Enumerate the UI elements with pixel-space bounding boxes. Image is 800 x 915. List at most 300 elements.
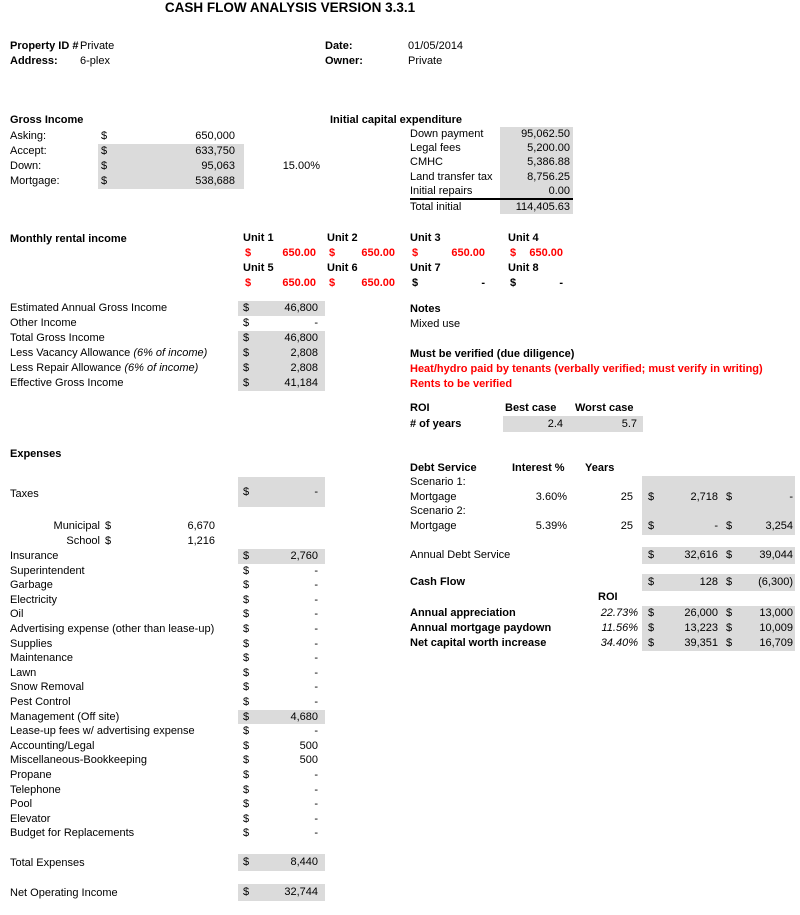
cell-value: 500 [299, 739, 318, 752]
currency-sign: $ [510, 247, 517, 259]
date-value: 01/05/2014 [408, 40, 464, 52]
cell-value: 2,760 [290, 550, 318, 562]
property-id-value: Private [80, 40, 115, 52]
money-cell [238, 710, 325, 725]
currency-sign: $ [243, 812, 250, 825]
roi-rows [410, 606, 795, 651]
currency-sign: $ [243, 886, 250, 898]
row-label: Accounting/Legal [10, 739, 95, 752]
mortgage-row-2 [410, 519, 795, 534]
scenario1-money-cell [642, 519, 722, 534]
row-label: Down payment [410, 128, 484, 140]
row-label: Mortgage: [10, 175, 60, 187]
initial-capital-row [410, 170, 573, 184]
roi-years-heading: ROI [410, 402, 430, 414]
expense-row [10, 593, 325, 608]
expense-row [10, 753, 325, 768]
cell-value: - [314, 652, 318, 665]
roi-percent: 34.40% [600, 637, 638, 649]
income-summary-row [10, 301, 325, 316]
cell-value: 32,744 [284, 886, 318, 898]
cell-value: 13,223 [684, 622, 718, 634]
expense-row [10, 680, 325, 695]
expense-row [10, 710, 325, 725]
currency-sign: $ [243, 377, 250, 389]
row-label: Accept: [10, 145, 47, 157]
currency-sign: $ [101, 175, 108, 187]
row-label: Down: [10, 160, 42, 172]
currency-sign: $ [243, 856, 250, 868]
money-cell [238, 739, 325, 754]
row-label: Propane [10, 768, 52, 781]
currency-sign: $ [243, 798, 250, 811]
unit-rent: $ 650.00 [510, 247, 563, 259]
income-summary-row [10, 361, 325, 376]
best-case-value: 2.4 [547, 418, 563, 430]
row-label: Maintenance [10, 652, 73, 665]
currency-sign: $ [243, 550, 250, 562]
unit-rent: $ 650.00 [245, 247, 316, 259]
expense-row [10, 607, 325, 622]
cell-value: 128 [699, 576, 718, 588]
row-label: Other Income [10, 317, 77, 329]
initial-capital-row [410, 141, 573, 155]
percent-value [244, 174, 320, 189]
initial-capital-row [410, 127, 573, 141]
cell-value: 538,688 [195, 175, 235, 187]
currency-sign: $ [243, 783, 250, 796]
cell-value: - [314, 812, 318, 825]
unit-rent: $ 650.00 [329, 277, 395, 289]
currency-sign: $ [101, 160, 108, 172]
currency-sign: $ [243, 739, 250, 752]
scenario2-money-cell [722, 574, 795, 591]
best-case-label: Best case [505, 402, 557, 414]
row-label: Lawn [10, 666, 37, 679]
cell-value: - [314, 608, 318, 621]
initial-capital-row [410, 184, 573, 200]
total-expenses-cell [238, 854, 325, 871]
money-cell [238, 549, 325, 564]
row-label: Superintendent [10, 564, 85, 577]
row-label: Advertising expense (other than lease-up) [10, 622, 215, 635]
cell-value: 2,718 [690, 491, 718, 503]
gross-income-row [10, 174, 320, 189]
years-value: 25 [620, 520, 633, 532]
currency-sign: $ [105, 520, 112, 532]
currency-sign: $ [510, 277, 517, 289]
money-cell [98, 129, 244, 144]
cell-value: 8,756.25 [500, 170, 573, 184]
money-cell [238, 826, 325, 841]
currency-sign: $ [329, 277, 336, 289]
net-operating-income-label: Net Operating Income [10, 887, 118, 899]
currency-sign: $ [726, 637, 733, 649]
interest-col-label: Interest % [512, 462, 565, 474]
unit-rent: $ 650.00 [329, 247, 395, 259]
money-cell [238, 753, 325, 768]
scenario1-money-cell [642, 621, 722, 636]
currency-sign: $ [243, 362, 250, 374]
income-summary-row [10, 346, 325, 361]
row-label: Annual Debt Service [410, 549, 511, 561]
currency-sign: $ [243, 827, 250, 840]
currency-sign: $ [412, 277, 419, 289]
initial-capital-heading: Initial capital expenditure [330, 114, 463, 126]
currency-sign: $ [243, 695, 250, 708]
initial-capital-rows [410, 127, 573, 214]
roi-row [410, 636, 795, 651]
income-summary-row [10, 376, 325, 391]
unit-2-cell [327, 231, 397, 261]
row-label: Annual appreciation [410, 607, 516, 619]
money-cell [238, 361, 325, 376]
row-label: Cash Flow [410, 576, 466, 588]
years-row-label: # of years [410, 418, 462, 430]
currency-sign: $ [243, 593, 250, 606]
scenario2-money-cell [722, 519, 795, 534]
expense-row [10, 812, 325, 827]
row-label: Telephone [10, 783, 61, 796]
unit-6-cell [327, 261, 397, 291]
expense-row [10, 797, 325, 812]
roi-block-heading: ROI [598, 591, 618, 603]
unit-name: Unit 2 [327, 232, 358, 244]
unit-rent: $ - [412, 277, 485, 289]
income-summary-rows [10, 301, 325, 391]
currency-sign: $ [245, 247, 252, 259]
cell-value: 0.00 [500, 184, 573, 198]
interest-value: 5.39% [535, 520, 567, 532]
cell-value: - [314, 637, 318, 650]
initial-capital-row [410, 155, 573, 169]
cell-value: - [314, 593, 318, 606]
debt-service-heading: Debt Service [410, 462, 477, 474]
expense-row [10, 564, 325, 579]
roi-percent: 11.56% [601, 622, 638, 634]
expense-row [10, 622, 325, 637]
expense-row [10, 651, 325, 666]
row-label: Elevator [10, 812, 51, 825]
row-label: Garbage [10, 579, 53, 592]
currency-sign: $ [726, 549, 733, 561]
money-cell [98, 174, 244, 189]
cell-value: - [314, 798, 318, 811]
currency-sign: $ [243, 486, 250, 498]
notes-line: Mixed use [410, 318, 461, 330]
row-label: Miscellaneous-Bookkeeping [10, 754, 147, 767]
row-label: Management (Off site) [10, 710, 120, 723]
cell-value: - [314, 622, 318, 635]
currency-sign: $ [329, 247, 336, 259]
percent-value [244, 144, 320, 159]
cell-value: - [314, 666, 318, 679]
initial-capital-row [410, 200, 573, 214]
money-cell [238, 783, 325, 798]
row-label: Asking: [10, 130, 47, 142]
row-label: Total initial [410, 200, 462, 213]
money-cell [238, 637, 325, 652]
scenario1-money-cell [642, 606, 722, 621]
row-label: CMHC [410, 156, 443, 169]
roi-row [410, 606, 795, 621]
currency-sign: $ [412, 247, 419, 259]
unit-rent: $ - [510, 277, 563, 289]
unit-3-cell [410, 231, 487, 261]
scenario-1-label: Scenario 1: [410, 476, 466, 488]
currency-sign: $ [243, 608, 250, 621]
interest-value: 3.60% [535, 491, 567, 503]
cell-value: 8,440 [290, 856, 318, 868]
money-cell [238, 724, 325, 739]
unit-8-cell [508, 261, 565, 291]
cell-value: 13,000 [759, 607, 793, 619]
expense-row [10, 637, 325, 652]
notes-heading: Notes [410, 303, 441, 315]
row-label: Electricity [10, 593, 58, 606]
expense-row [10, 783, 325, 798]
gross-income-rows [10, 129, 320, 189]
cell-value: 500 [299, 754, 318, 767]
expense-row [10, 666, 325, 681]
cell-value: 39,044 [759, 549, 793, 561]
property-id-label: Property ID # [10, 40, 79, 52]
money-cell [238, 578, 325, 593]
cell-value: (6,300) [758, 576, 793, 588]
scenario2-money-cell [722, 606, 795, 621]
cell-value: 95,063 [201, 160, 235, 172]
cell-value: 5,386.88 [500, 155, 573, 169]
expense-row [10, 739, 325, 754]
currency-sign: $ [101, 145, 108, 157]
unit-name: Unit 1 [243, 232, 274, 244]
cell-value: - [314, 783, 318, 796]
years-col-label: Years [585, 462, 615, 474]
row-label: Snow Removal [10, 681, 84, 694]
scenario2-money-cell [722, 490, 795, 505]
expenses-heading: Expenses [10, 448, 62, 460]
unit-name: Unit 5 [243, 262, 274, 274]
annual-debt-service-row [410, 547, 795, 564]
cell-value: 39,351 [684, 637, 718, 649]
cell-value: - [714, 520, 718, 532]
money-cell [238, 376, 325, 391]
currency-sign: $ [243, 302, 250, 314]
currency-sign: $ [243, 347, 250, 359]
money-cell [98, 144, 244, 159]
currency-sign: $ [648, 637, 655, 649]
scenario1-money-cell [642, 636, 722, 651]
gross-income-row [10, 144, 320, 159]
money-cell [98, 159, 244, 174]
currency-sign: $ [648, 520, 655, 532]
taxes-label: Taxes [10, 488, 39, 500]
currency-sign: $ [243, 754, 250, 767]
currency-sign: $ [243, 332, 250, 344]
taxes-money-cell [238, 477, 325, 507]
unit-5-cell [243, 261, 318, 291]
scenario2-money-cell [722, 547, 795, 564]
currency-sign: $ [243, 768, 250, 781]
percent-value [244, 129, 320, 144]
net-operating-income-cell [238, 884, 325, 901]
cell-value: 633,750 [195, 145, 235, 157]
currency-sign: $ [726, 622, 733, 634]
row-label: Estimated Annual Gross Income [10, 302, 168, 314]
unit-1-cell [243, 231, 318, 261]
address-value: 6-plex [80, 55, 110, 67]
money-cell [238, 651, 325, 666]
expense-rows [10, 549, 325, 841]
address-label: Address: [10, 55, 58, 67]
gross-income-row [10, 159, 320, 174]
cell-value: - [314, 564, 318, 577]
unit-7-cell [410, 261, 487, 291]
currency-sign: $ [648, 576, 655, 588]
currency-sign: $ [648, 491, 655, 503]
cell-value: - [314, 486, 318, 498]
cell-value: 114,405.63 [500, 200, 573, 214]
currency-sign: $ [243, 652, 250, 665]
unit-rent: $ 650.00 [412, 247, 485, 259]
currency-sign: $ [726, 576, 733, 588]
expense-row [10, 724, 325, 739]
income-summary-row [10, 331, 325, 346]
money-cell [238, 346, 325, 361]
currency-sign: $ [243, 564, 250, 577]
scenario1-money-cell [642, 490, 722, 505]
money-cell [238, 331, 325, 346]
school-tax-row [10, 534, 215, 549]
cell-value: - [314, 317, 318, 329]
page-title: CASH FLOW ANALYSIS VERSION 3.3.1 [164, 0, 416, 15]
row-label: Less Vacancy Allowance (6% of income) [10, 347, 208, 359]
cell-value: 4,680 [290, 710, 318, 723]
owner-value: Private [408, 55, 443, 67]
money-cell [238, 622, 325, 637]
currency-sign: $ [726, 607, 733, 619]
cell-value: 16,709 [759, 637, 793, 649]
unit-rent: $ 650.00 [245, 277, 316, 289]
cell-value: 46,800 [284, 302, 318, 314]
currency-sign: $ [648, 607, 655, 619]
cell-value: 3,254 [765, 520, 793, 532]
row-label: Land transfer tax [410, 170, 493, 183]
cell-value: - [789, 491, 793, 503]
currency-sign: $ [243, 666, 250, 679]
money-cell [238, 680, 325, 695]
rental-heading: Monthly rental income [10, 233, 127, 245]
currency-sign: $ [243, 622, 250, 635]
row-label: Supplies [10, 637, 53, 650]
gross-income-heading: Gross Income [10, 114, 84, 126]
cell-value: - [314, 827, 318, 840]
cell-value: 1,216 [187, 535, 215, 547]
verify-heading: Must be verified (due diligence) [410, 348, 575, 360]
row-label: Effective Gross Income [10, 377, 124, 389]
scenario2-money-cell [722, 636, 795, 651]
date-label: Date: [325, 40, 353, 52]
cell-value: 2,808 [290, 347, 318, 359]
row-label: Lease-up fees w/ advertising expense [10, 725, 195, 738]
total-expenses-label: Total Expenses [10, 857, 85, 869]
cell-value: - [314, 681, 318, 694]
row-label: Budget for Replacements [10, 827, 135, 840]
expense-row [10, 826, 325, 841]
currency-sign: $ [105, 535, 112, 547]
unit-name: Unit 4 [508, 232, 539, 244]
percent-value: 15.00% [282, 160, 320, 172]
unit-name: Unit 3 [410, 232, 441, 244]
money-cell [238, 301, 325, 316]
row-label: Annual mortgage paydown [410, 622, 552, 634]
expense-row [10, 578, 325, 593]
cash-flow-row [410, 574, 795, 591]
currency-sign: $ [726, 491, 733, 503]
row-label: Pool [10, 798, 33, 811]
gross-income-row [10, 129, 320, 144]
cell-value: 26,000 [684, 607, 718, 619]
currency-sign: $ [243, 637, 250, 650]
cell-value: - [314, 725, 318, 738]
money-cell [238, 316, 325, 331]
mortgage-row-1 [410, 490, 795, 505]
currency-sign: $ [648, 622, 655, 634]
money-cell [238, 607, 325, 622]
cell-value: 650,000 [195, 130, 235, 142]
cell-value: 46,800 [284, 332, 318, 344]
municipal-tax-row [10, 519, 215, 534]
row-label: Oil [10, 608, 24, 621]
expense-row [10, 695, 325, 710]
money-cell [238, 593, 325, 608]
worst-case-label: Worst case [575, 402, 634, 414]
unit-name: Unit 6 [327, 262, 358, 274]
row-label: Initial repairs [410, 184, 473, 197]
scenario-2-label: Scenario 2: [410, 505, 466, 517]
roi-years-values [503, 416, 643, 432]
cell-value: 5,200.00 [500, 141, 573, 155]
row-label: Insurance [10, 550, 59, 562]
expense-row [10, 549, 325, 564]
cell-value: 95,062.50 [500, 127, 573, 141]
currency-sign: $ [243, 681, 250, 694]
roi-percent: 22.73% [600, 607, 638, 619]
scenario1-money-cell [642, 547, 722, 564]
currency-sign: $ [726, 520, 733, 532]
money-cell [238, 812, 325, 827]
unit-name: Unit 7 [410, 262, 441, 274]
money-cell [238, 695, 325, 710]
cell-value: 32,616 [684, 549, 718, 561]
unit-name: Unit 8 [508, 262, 539, 274]
row-label: Municipal [53, 520, 100, 532]
owner-label: Owner: [325, 55, 363, 67]
cell-value: - [314, 579, 318, 592]
years-value: 25 [620, 491, 633, 503]
cell-value: - [314, 695, 318, 708]
verify-note-red-2: Rents to be verified [410, 378, 513, 390]
money-cell [238, 768, 325, 783]
roi-row [410, 621, 795, 636]
currency-sign: $ [648, 549, 655, 561]
row-label: Legal fees [410, 142, 461, 155]
money-cell [238, 564, 325, 579]
currency-sign: $ [243, 725, 250, 738]
currency-sign: $ [243, 710, 250, 723]
cell-value: 6,670 [187, 520, 215, 532]
money-cell [238, 797, 325, 812]
